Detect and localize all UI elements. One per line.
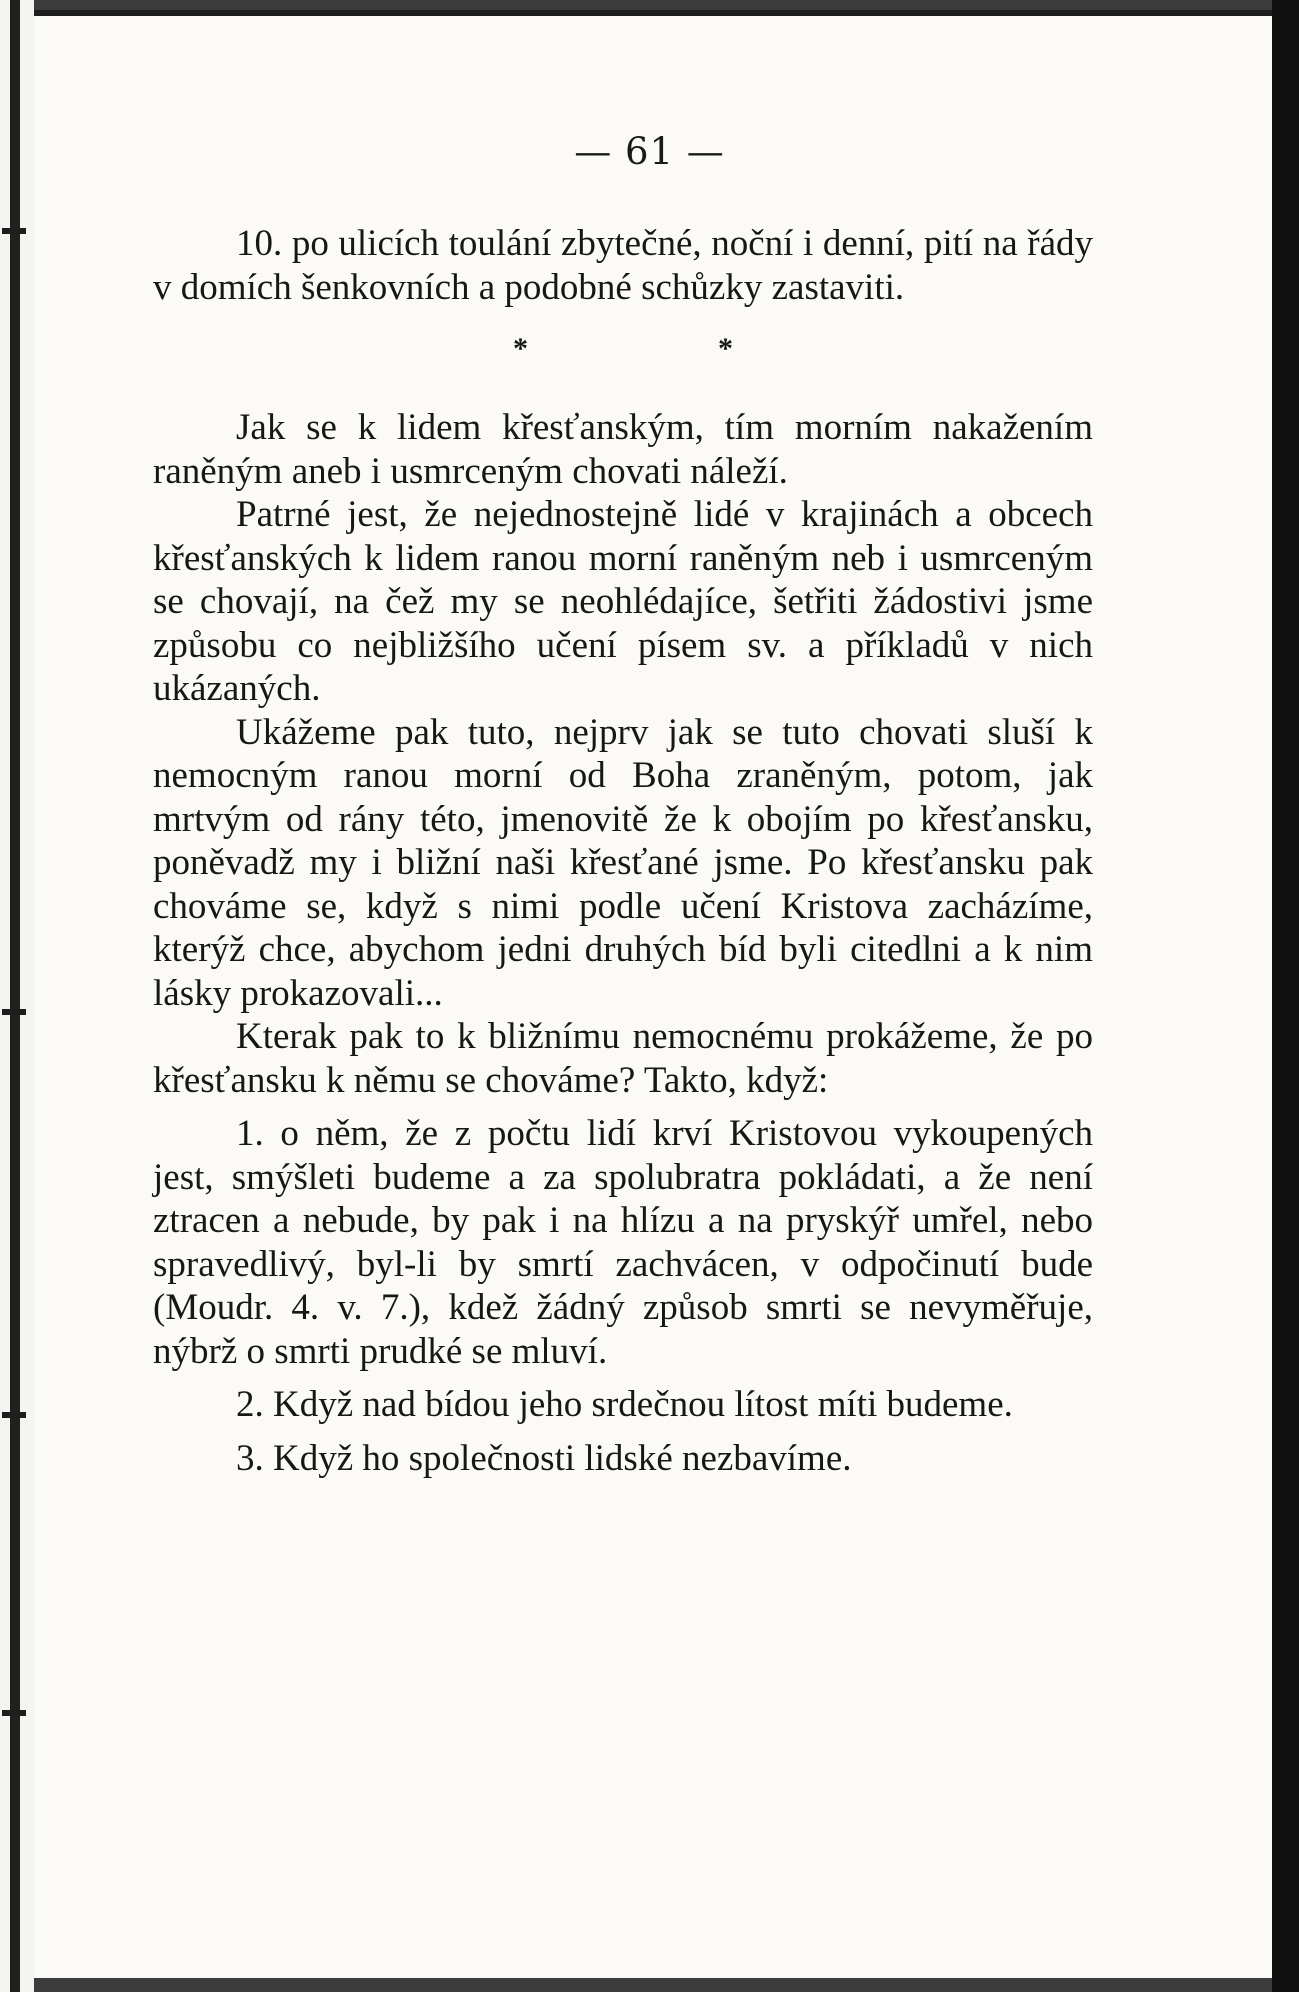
- paragraph-3: Kterak pak to k bližnímu nemocnému prokážeme, že po křesťansku k němu se chováme? Takto, když:: [153, 1016, 1093, 1101]
- section-heading: Jak se k lidem křesťanským, tím morním nakažením raněným aneb i usmrceným chovati náleží.: [153, 407, 1093, 492]
- page-right-edge: [1272, 0, 1299, 1992]
- paragraph-2: Ukážeme pak tuto, nejprv jak se tuto chovati sluší k nemocným ranou morní od Boha zraněným, potom, jak mrtvým od rány této, jmenovitě že k obojím po křesťansku, poněvadž my i bližní naši křesťané jsme. Po křesťansku pak chováme se, když s nimi podle učení Kristova zacházíme, kterýž chce, abychom jedni druhých bíd byli citedlni a k nim lásky prokazovali...: [153, 711, 1093, 1014]
- page-number: — 61 —: [574, 130, 725, 173]
- binding-mark: [2, 228, 26, 234]
- item-10: 10. po ulicích toulání zbytečné, noční i denní, pití na řády v domích šenkovních a podobné schůzky zastaviti.: [153, 223, 1093, 308]
- binding-mark: [2, 1412, 26, 1418]
- page-text: [153, 222, 1093, 1480]
- binding-mark: [2, 1710, 26, 1716]
- binding-mark: [2, 1009, 26, 1015]
- divider-star: *: [718, 332, 733, 365]
- divider-star: *: [513, 332, 528, 365]
- list-point-1: 1. o něm, že z počtu lidí krví Kristovou vykoupených jest, smýšleti budeme a za spolubratra pokládati, a že není ztracen a nebude, by pak i na hlízu a na pryskýř umřel, nebo spravedlivý, byl-li by smrtí zachvácen, v odpočinutí bude (Moudr. 4. v. 7.), kdež žádný způsob smrti se nevyměřuje, nýbrž o smrti prudké se mluví.: [153, 1113, 1093, 1372]
- list-point-2: 2. Když nad bídou jeho srdečnou lítost míti budeme.: [236, 1384, 1013, 1425]
- section-divider: [153, 309, 1093, 406]
- list-point-3: 3. Když ho společnosti lidské nezbavíme.: [236, 1437, 852, 1479]
- page-binding-edge: [0, 0, 34, 1992]
- paragraph-1: Patrné jest, že nejednostejně lidé v krajinách a obcech křesťanských k lidem ranou morní raněným neb i usmrceným se chovají, na čež my se neohlédajíce, šetřiti žádostivi jsme způsobu co nejbližšího učení písem sv. a příkladů v nich ukázaných.: [153, 494, 1093, 709]
